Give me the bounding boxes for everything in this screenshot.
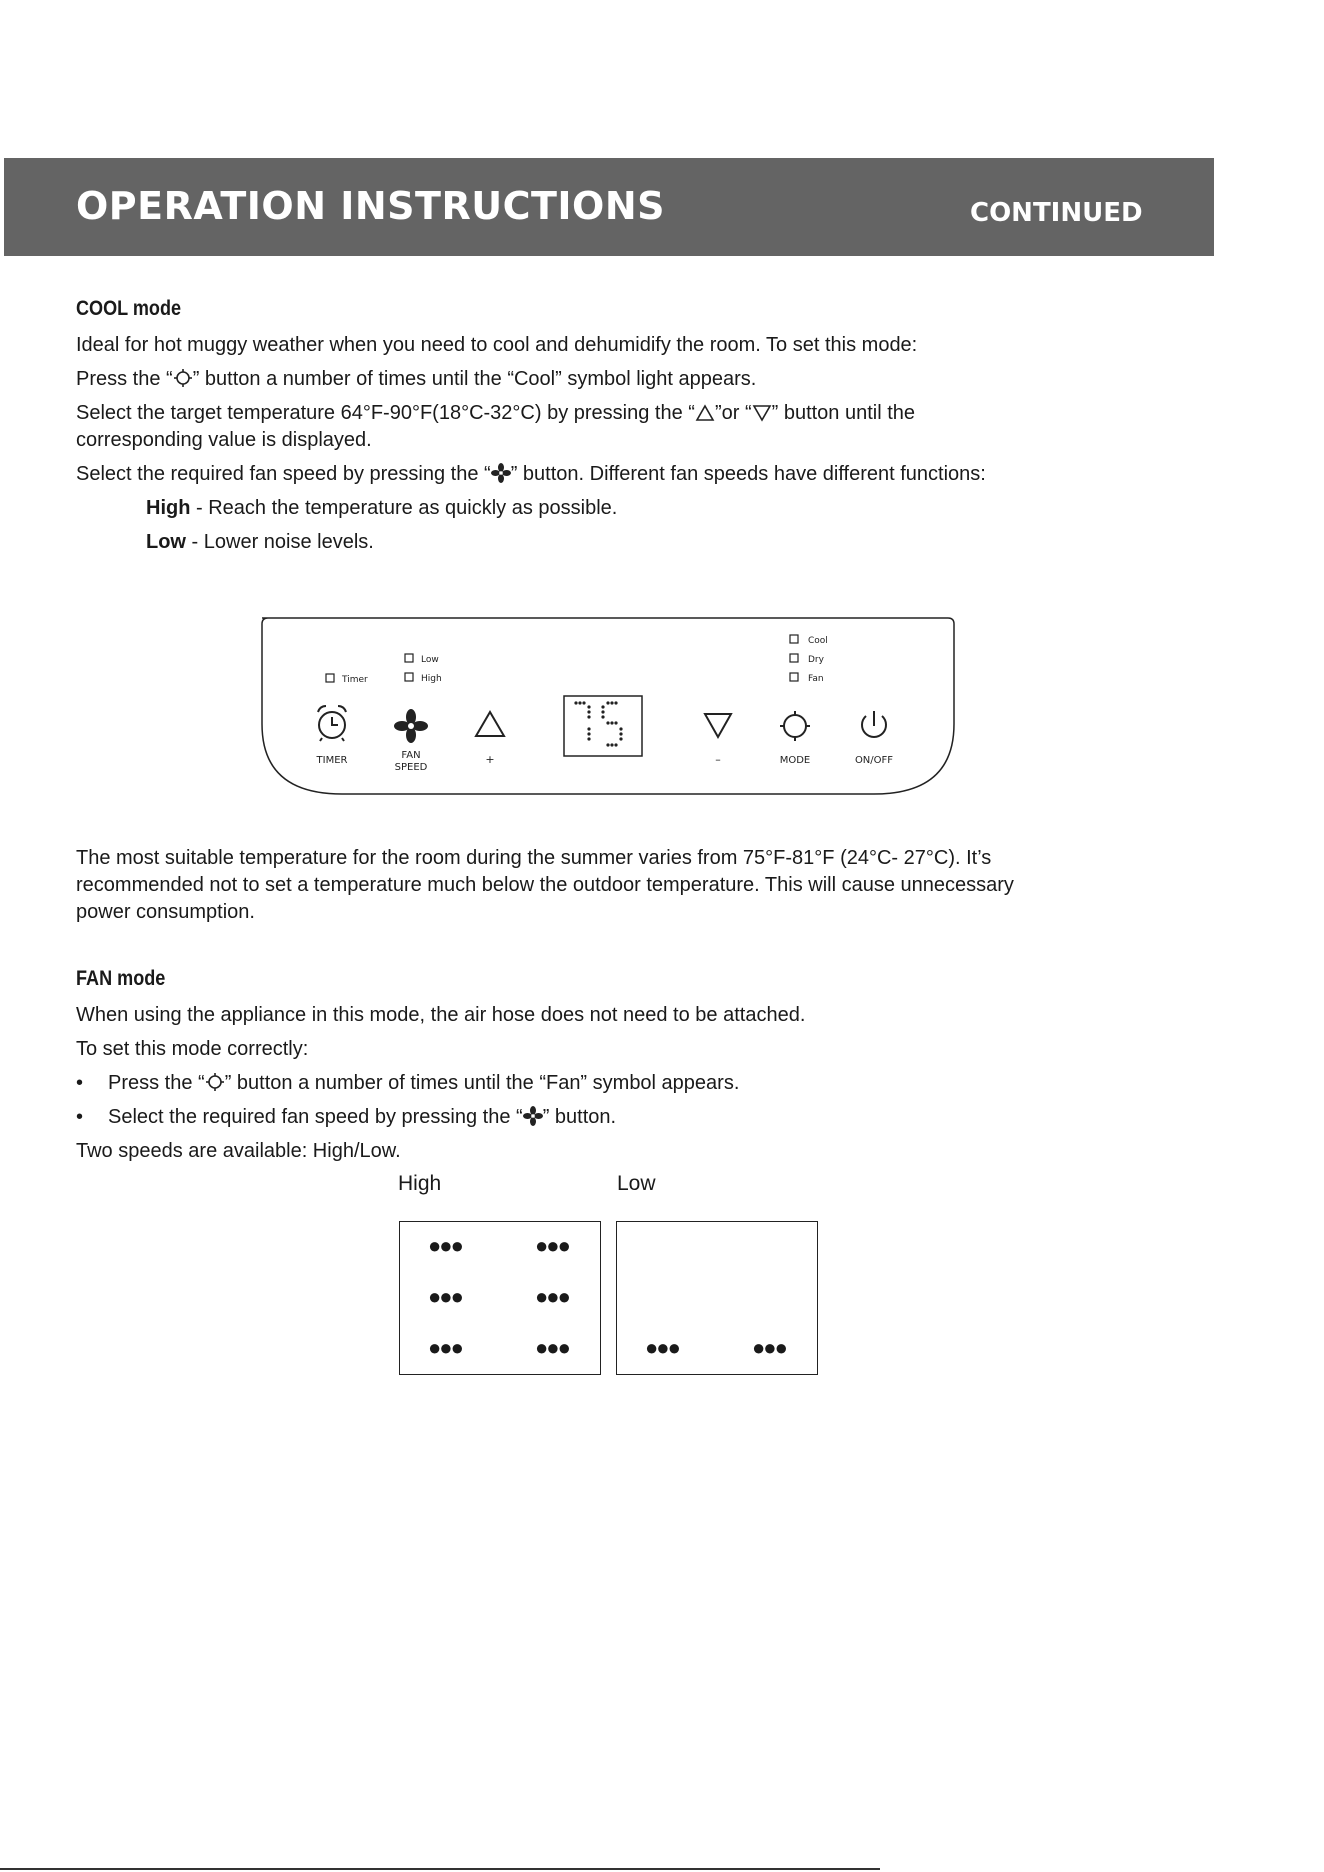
footer-rule xyxy=(0,1868,880,1870)
fan-mode-heading: FAN mode xyxy=(76,967,166,990)
cool-step-temp xyxy=(76,400,1256,427)
temperature-display-digits xyxy=(574,701,622,746)
page-title: OPERATION INSTRUCTIONS xyxy=(76,184,665,228)
power-button-icon xyxy=(862,711,886,737)
fan-icon xyxy=(523,1106,543,1126)
low-dots-left: ●●● xyxy=(645,1335,679,1360)
fan-bullet-mode-text-b: ” button a number of times until the “Fan” symbol appears. xyxy=(224,1072,740,1094)
control-panel-illustration xyxy=(258,614,958,798)
fan-setup: To set this mode correctly: xyxy=(76,1038,309,1060)
cool-step-mode xyxy=(76,366,1256,393)
fan-bullet-mode-text-a: Press the “ xyxy=(108,1072,205,1094)
temp-down-button-icon xyxy=(705,714,731,737)
dry-indicator-label: Dry xyxy=(808,655,824,665)
cool-step-fan xyxy=(76,461,1256,488)
power-button-label: ON/OFF xyxy=(854,755,894,766)
fan-icon xyxy=(491,463,511,483)
mode-icon xyxy=(173,368,193,388)
cool-step-temp-cont: corresponding value is displayed. xyxy=(76,429,372,451)
note-line-1: The most suitable temperature for the room during the summer varies from 75°F-81°F (24°C- 27°C). It’s xyxy=(76,847,992,869)
cool-indicator-label: Cool xyxy=(808,636,828,646)
triangle-down-icon xyxy=(752,404,772,422)
control-panel-outline xyxy=(262,618,954,794)
temp-up-button-label: + xyxy=(485,753,495,766)
high-indicator-box xyxy=(405,673,413,681)
cool-step-temp-text-c: ” button until the xyxy=(771,402,916,424)
timer-button-label: TIMER xyxy=(316,755,348,766)
cool-step-fan-text-b: ” button. Different fan speeds have different functions: xyxy=(510,463,986,485)
cool-high-item xyxy=(76,495,1256,522)
header-banner xyxy=(4,158,1214,256)
low-dots-right: ●●● xyxy=(752,1335,786,1360)
cool-step-mode-text-b: ” button a number of times until the “Cool” symbol light appears. xyxy=(192,368,757,390)
high-dots-r3-left: ●●● xyxy=(428,1335,462,1360)
note-line-2: recommended not to set a temperature much below the outdoor temperature. This will cause unnecessary xyxy=(76,874,1014,896)
main-content xyxy=(76,296,1256,563)
high-dots-r2-left: ●●● xyxy=(428,1284,462,1309)
high-indicator-label: High xyxy=(421,674,442,684)
cool-indicator-box xyxy=(790,635,798,643)
temp-down-button-label: – xyxy=(715,753,721,766)
high-dots-r1-right: ●●● xyxy=(535,1233,569,1258)
cool-intro: Ideal for hot muggy weather when you need to cool and dehumidify the room. To set this mode: xyxy=(76,334,918,356)
cool-step-fan-text-a: Select the required fan speed by pressing the “ xyxy=(76,463,491,485)
cool-step-temp-text-b: ”or “ xyxy=(714,402,752,424)
fan-bullet-speed-text-a: Select the required fan speed by pressing the “ xyxy=(108,1106,523,1128)
triangle-up-icon xyxy=(695,404,715,422)
fan-indicator-label: Fan xyxy=(808,674,824,684)
fan-speed-button-label-2: SPEED xyxy=(394,762,428,773)
timer-indicator-box xyxy=(326,674,334,682)
timer-indicator-label: Timer xyxy=(342,675,368,685)
high-dots-r2-right: ●●● xyxy=(535,1284,569,1309)
note-line-3: power consumption. xyxy=(76,901,255,923)
high-speed-label: High xyxy=(398,1172,442,1195)
mode-icon xyxy=(205,1072,225,1092)
cool-step-temp-text-a: Select the target temperature 64°F-90°F(18°C-32°C) by pressing the “ xyxy=(76,402,695,424)
cool-mode-heading: COOL mode xyxy=(76,297,182,320)
fan-intro: When using the appliance in this mode, the air hose does not need to be attached. xyxy=(76,1004,806,1026)
page-subtitle: CONTINUED xyxy=(970,198,1143,228)
fan-indicator-box xyxy=(790,673,798,681)
fan-bullet-speed-text-b: ” button. xyxy=(542,1106,617,1128)
cool-high-text: - Reach the temperature as quickly as possible. xyxy=(190,497,618,519)
cool-step-mode-text-a: Press the “ xyxy=(76,368,173,390)
timer-button-icon xyxy=(318,706,346,741)
high-dots-r3-right: ●●● xyxy=(535,1335,569,1360)
mode-button-label: MODE xyxy=(779,755,811,766)
cool-high-label: High xyxy=(146,497,191,519)
fan-speeds-available: Two speeds are available: High/Low. xyxy=(76,1140,401,1162)
mode-button-icon xyxy=(780,711,810,741)
temperature-note xyxy=(76,845,1256,926)
high-speed-panel xyxy=(399,1221,601,1375)
low-speed-panel xyxy=(616,1221,818,1375)
temp-up-button-icon xyxy=(476,712,504,736)
cool-low-text: - Lower noise levels. xyxy=(186,531,374,553)
fan-bullet-speed xyxy=(76,1104,1256,1131)
fan-bullet-mode xyxy=(76,1070,1256,1097)
low-indicator-box xyxy=(405,654,413,662)
low-speed-label: Low xyxy=(617,1172,656,1195)
fan-mode-section xyxy=(76,966,1256,1172)
dry-indicator-box xyxy=(790,654,798,662)
fan-speed-button-label-1: FAN xyxy=(401,750,421,761)
cool-low-label: Low xyxy=(146,531,186,553)
cool-low-item xyxy=(76,529,1256,556)
temperature-display xyxy=(564,696,642,756)
low-indicator-label: Low xyxy=(421,655,439,665)
high-dots-r1-left: ●●● xyxy=(428,1233,462,1258)
